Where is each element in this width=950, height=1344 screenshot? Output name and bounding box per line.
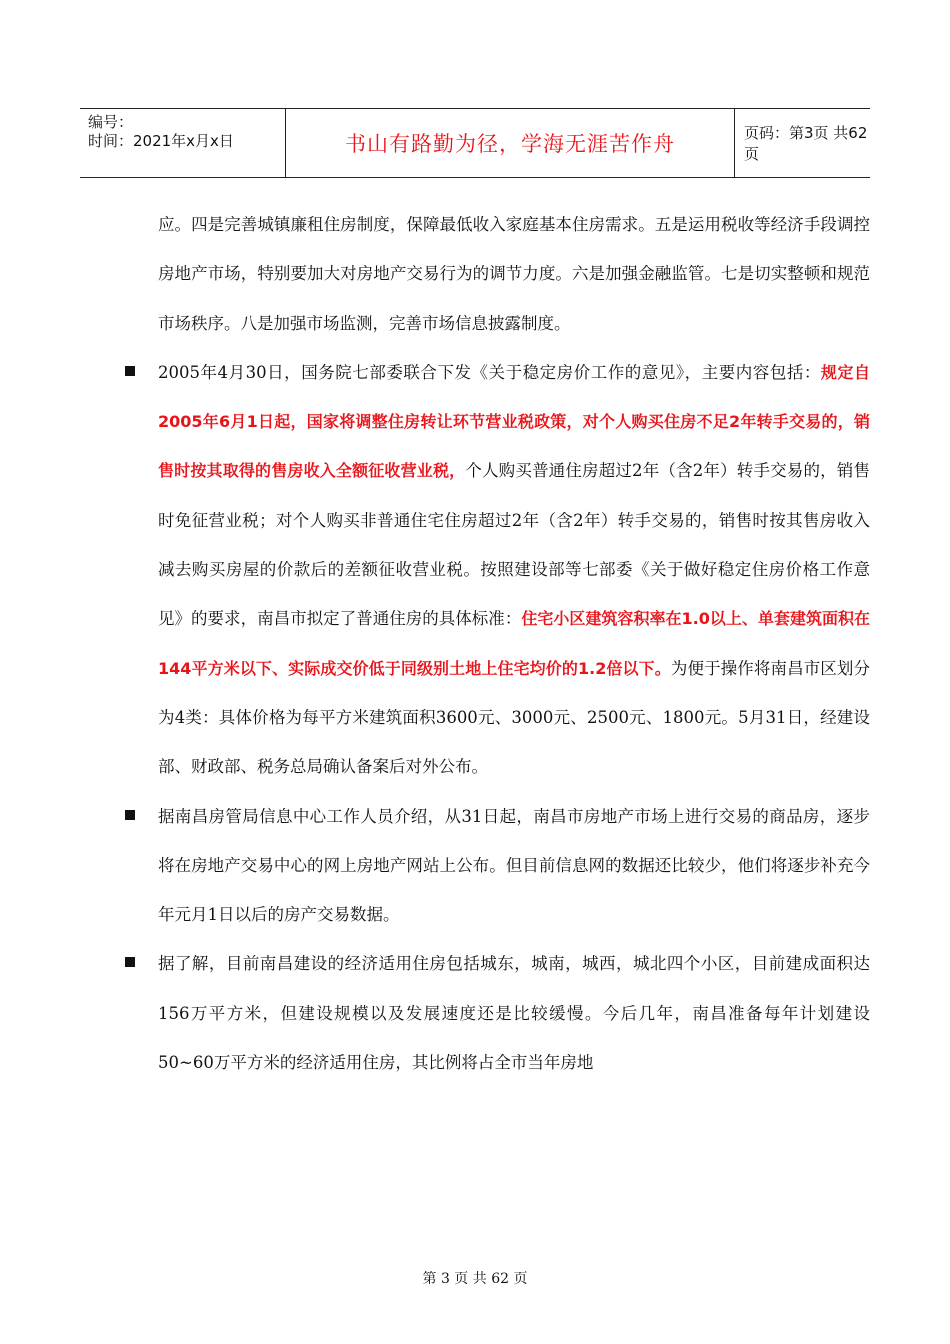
doc-number-label: 编号： — [88, 113, 134, 131]
square-bullet-icon — [125, 366, 135, 376]
body-text: 2005年4月30日，国务院七部委联合下发《关于稳定房价工作的意见》，主要内容包括： — [158, 362, 821, 382]
header-meta — [80, 109, 285, 177]
header-page-info: 页码：第3页 共62页 — [744, 124, 868, 163]
body-text: 为便于操作将南昌市区划分为4类：具体价格为每平方米建筑面积3600元、3000元、2500元、1800元。5月31日，经建设部、财政部、税务总局确认备案后对外公布。 — [158, 658, 870, 777]
body-text: 个人购买普通住房超过2年（含2年）转手交易的，销售时免征营业税；对个人购买非普通住宅住房超过2年（含2年）转手交易的，销售时按其售房收入减去购买房屋的价款后的差额征收营业税。按照建设部等七部委《关于做好稳定住房价格工作意见》的要求，南昌市拟定了普通住房的具体标准： — [158, 461, 870, 629]
square-bullet-icon — [125, 957, 135, 967]
bullet-paragraph — [158, 792, 870, 940]
highlighted-text: 住宅小区建筑容积率在1.0以上、单套建筑面积在144平方米以下、实际成交价低于同级别土地上住宅均价的1.2倍以下。 — [158, 609, 870, 678]
body-text: 应。四是完善城镇廉租住房制度，保障最低收入家庭基本住房需求。五是运用税收等经济手段调控房地产市场，特别要加大对房地产交易行为的调节力度。六是加强金融监管。七是切实整顿和规范市场秩序。八是加强市场监测，完善市场信息披露制度。 — [158, 215, 870, 333]
page-header — [80, 108, 870, 178]
doc-time-label: 时间：2021年x月x日 — [88, 132, 234, 150]
paragraph — [158, 200, 870, 348]
body-text: 据南昌房管局信息中心工作人员介绍，从31日起，南昌市房地产市场上进行交易的商品房，逐步将在房地产交易中心的网上房地产网站上公布。但目前信息网的数据还比较少，他们将逐步补充今年元月1日以后的房产交易数据。 — [158, 806, 870, 925]
header-motto-cell — [285, 109, 735, 177]
body-text: 据了解，目前南昌建设的经济适用住房包括城东，城南，城西，城北四个小区，目前建成面积达156万平方米，但建设规模以及发展速度还是比较缓慢。今后几年，南昌准备每年计划建设50~60万平方米的经济适用住房，其比例将占全市当年房地 — [158, 954, 870, 1073]
bullet-paragraph — [158, 348, 870, 792]
highlighted-text: 规定自2005年6月1日起，国家将调整住房转让环节营业税政策，对个人购买住房不足2年转手交易的，销售时按其取得的售房收入全额征收营业税， — [158, 362, 870, 481]
bullet-paragraph — [158, 939, 870, 1087]
page-footer: 第 3 页 共 62 页 — [422, 1271, 528, 1287]
document-body — [158, 200, 870, 1087]
header-motto: 书山有路勤为径，学海无涯苦作舟 — [345, 132, 675, 156]
square-bullet-icon — [125, 810, 135, 820]
header-page-info-cell — [735, 109, 870, 177]
